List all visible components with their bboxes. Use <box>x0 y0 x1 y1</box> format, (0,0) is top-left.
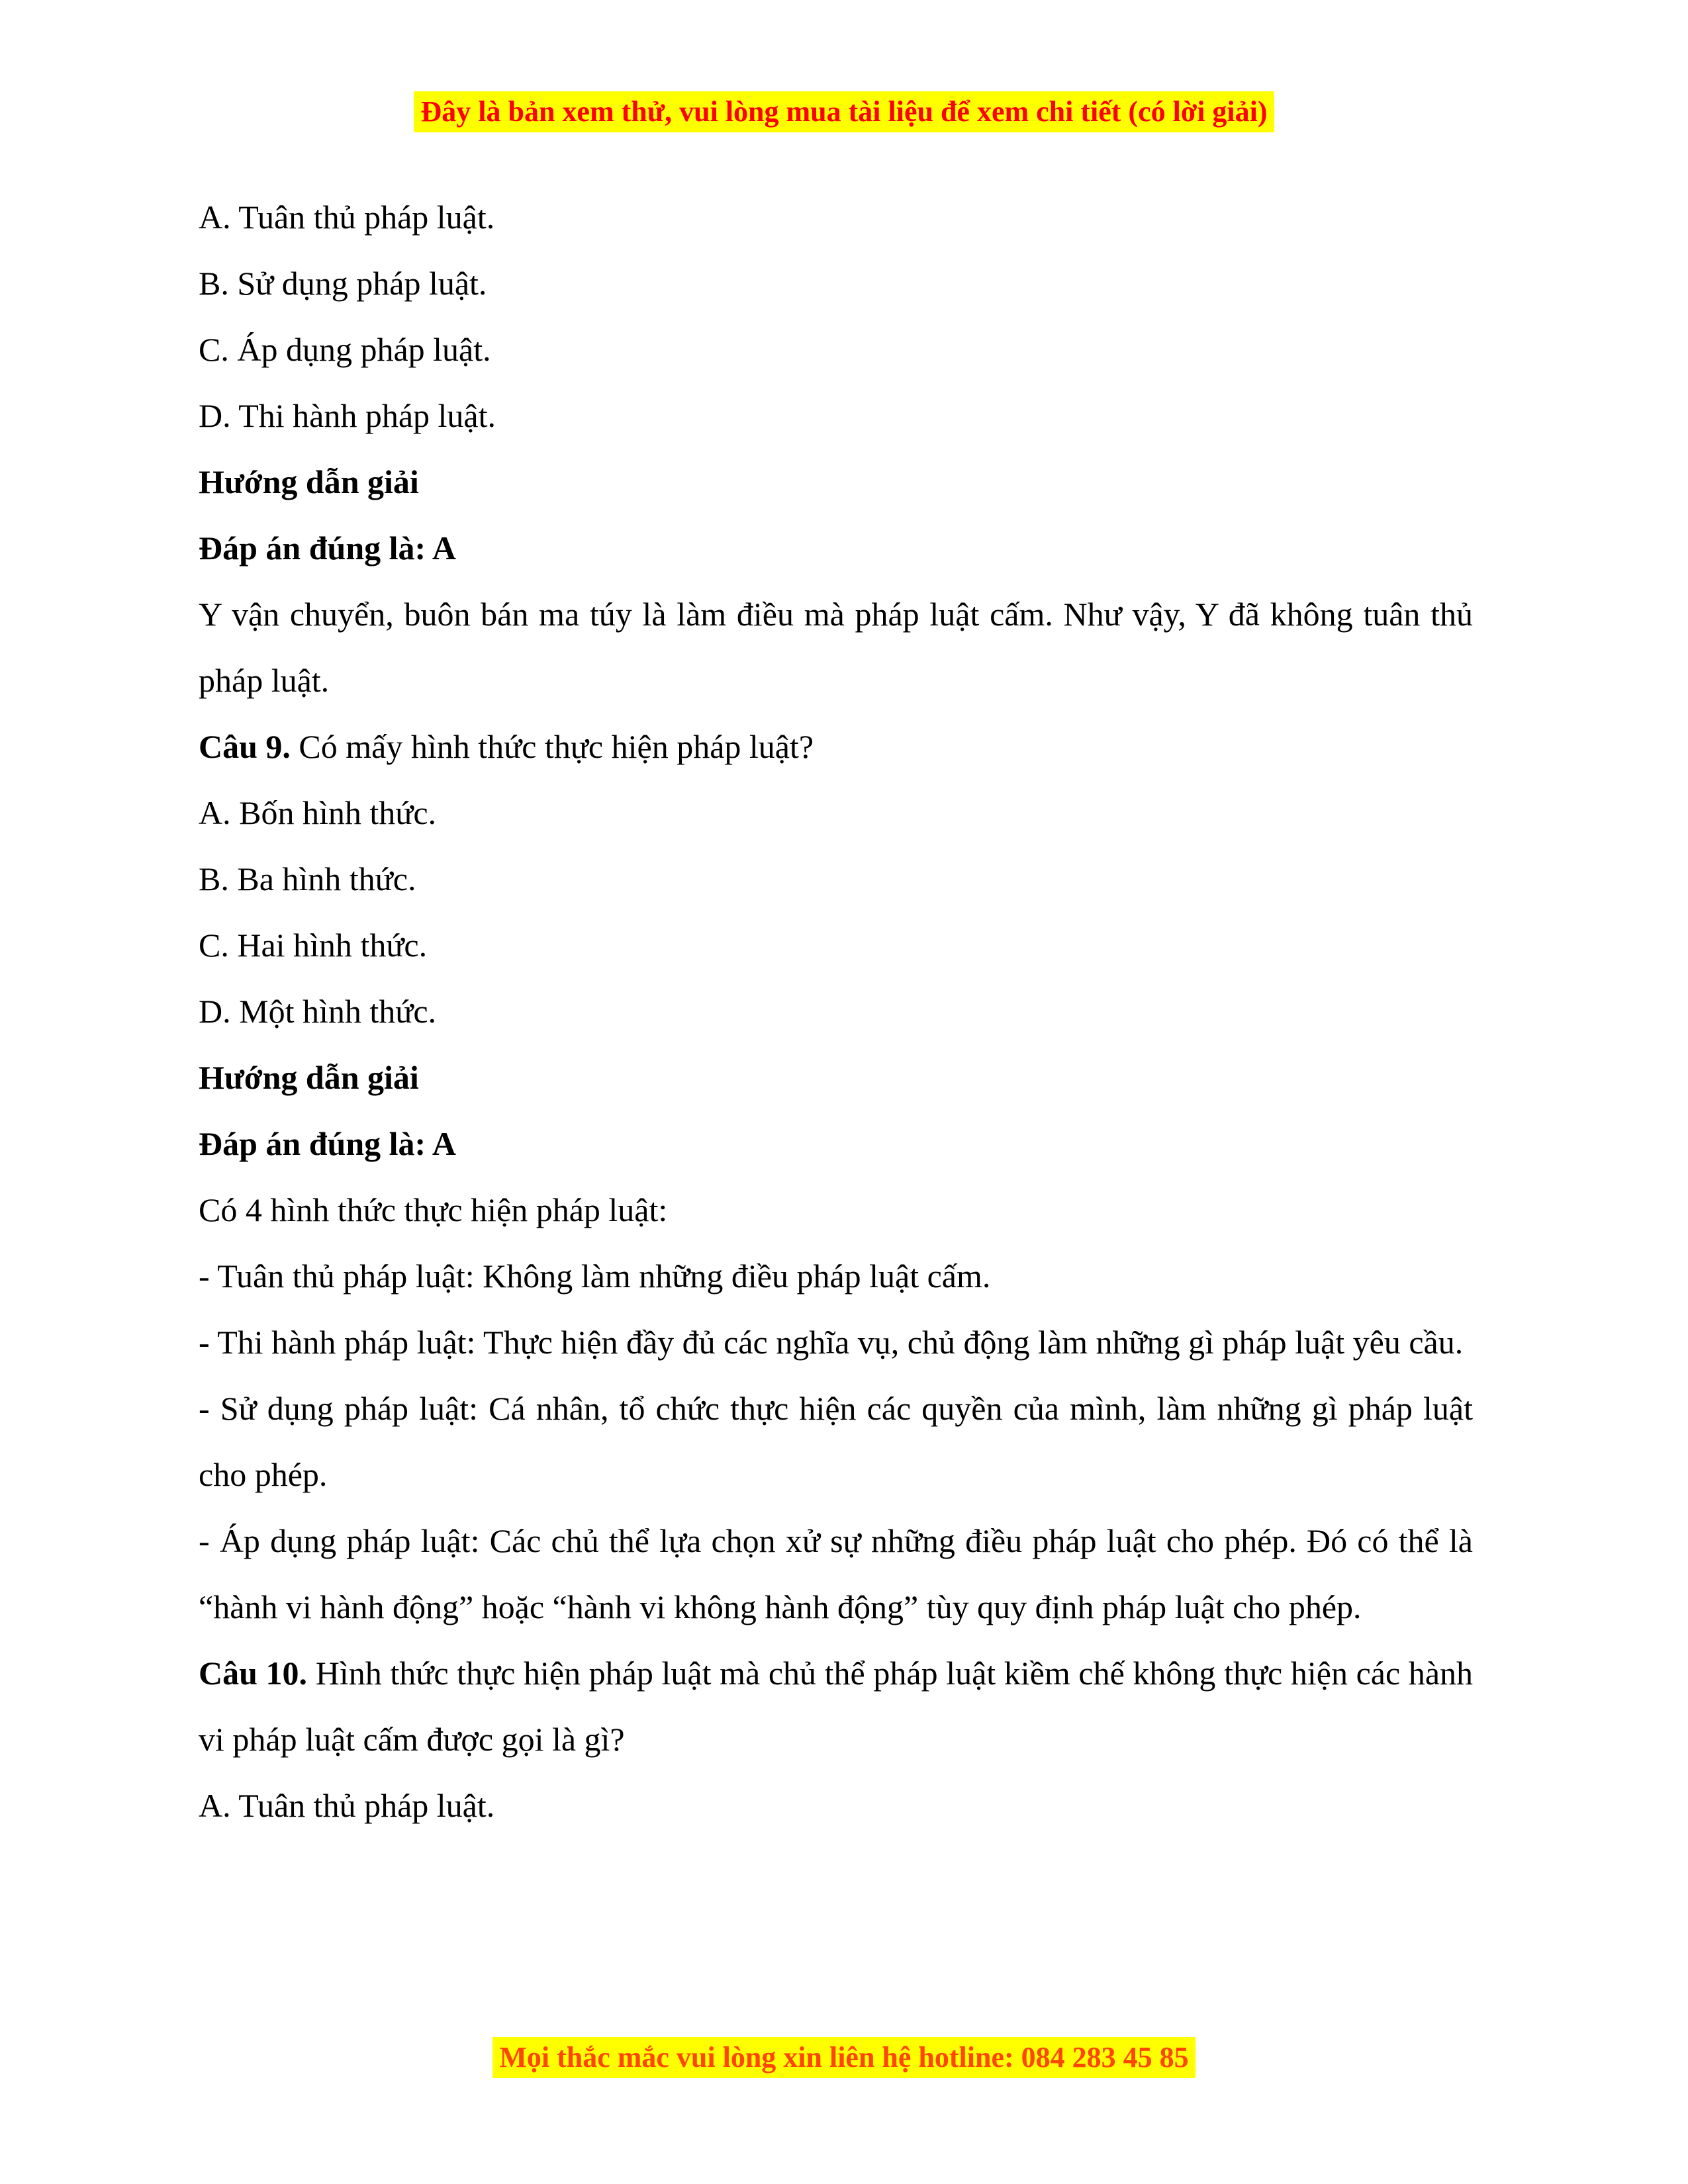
question-10-text: Hình thức thực hiện pháp luật mà chủ thể pháp luật kiềm chế không thực hiện các hành vi pháp luật cấm được gọi là gì? <box>199 1655 1474 1758</box>
hotline-notice-banner: Mọi thắc mắc vui lòng xin liên hệ hotline: 084 283 45 85 <box>492 2037 1195 2078</box>
q8-guide-heading: Hướng dẫn giải <box>199 463 419 500</box>
q9-option-d: D. Một hình thức. <box>199 993 437 1030</box>
question-10-label: Câu 10. <box>199 1655 308 1692</box>
q8-option-b: B. Sử dụng pháp luật. <box>199 265 487 302</box>
q9-explanation-item-1: - Tuân thủ pháp luật: Không làm những điều pháp luật cấm. <box>199 1257 991 1295</box>
header-row <box>0 0 1688 132</box>
q8-option-a: A. Tuân thủ pháp luật. <box>199 199 495 236</box>
question-9-text: Có mấy hình thức thực hiện pháp luật? <box>290 728 814 765</box>
q9-explanation-intro: Có 4 hình thức thực hiện pháp luật: <box>199 1191 668 1228</box>
q9-guide-heading: Hướng dẫn giải <box>199 1059 419 1096</box>
q9-option-c: C. Hai hình thức. <box>199 927 428 964</box>
q9-explanation-item-2: - Thi hành pháp luật: Thực hiện đầy đủ các nghĩa vụ, chủ động làm những gì pháp luật yêu cầu. <box>199 1324 1464 1361</box>
q8-answer: Đáp án đúng là: A <box>199 529 457 567</box>
q9-option-b: B. Ba hình thức. <box>199 860 416 897</box>
q9-explanation-item-3: - Sử dụng pháp luật: Cá nhân, tổ chức thực hiện các quyền của mình, làm những gì pháp luật cho phép. <box>199 1390 1473 1493</box>
question-10 <box>199 1640 1473 1772</box>
footer-row <box>0 2037 1688 2078</box>
q9-option-a: A. Bốn hình thức. <box>199 794 437 831</box>
q9-explanation-item-4: - Áp dụng pháp luật: Các chủ thể lựa chọn xử sự những điều pháp luật cho phép. Đó có thể là “hành vi hành động” hoặc “hành vi không hành động” tùy quy định pháp luật cho phép. <box>199 1522 1473 1625</box>
q8-option-d: D. Thi hành pháp luật. <box>199 397 496 434</box>
q10-option-a: A. Tuân thủ pháp luật. <box>199 1787 495 1824</box>
document-body <box>199 184 1473 1839</box>
question-9 <box>199 713 1473 780</box>
q9-answer: Đáp án đúng là: A <box>199 1125 457 1162</box>
q8-option-c: C. Áp dụng pháp luật. <box>199 331 491 368</box>
q8-explanation: Y vận chuyển, buôn bán ma túy là làm điều mà pháp luật cấm. Như vậy, Y đã không tuân thủ pháp luật. <box>199 596 1473 699</box>
question-9-label: Câu 9. <box>199 728 291 765</box>
preview-notice-banner: Đây là bản xem thử, vui lòng mua tài liệu để xem chi tiết (có lời giải) <box>414 91 1274 132</box>
